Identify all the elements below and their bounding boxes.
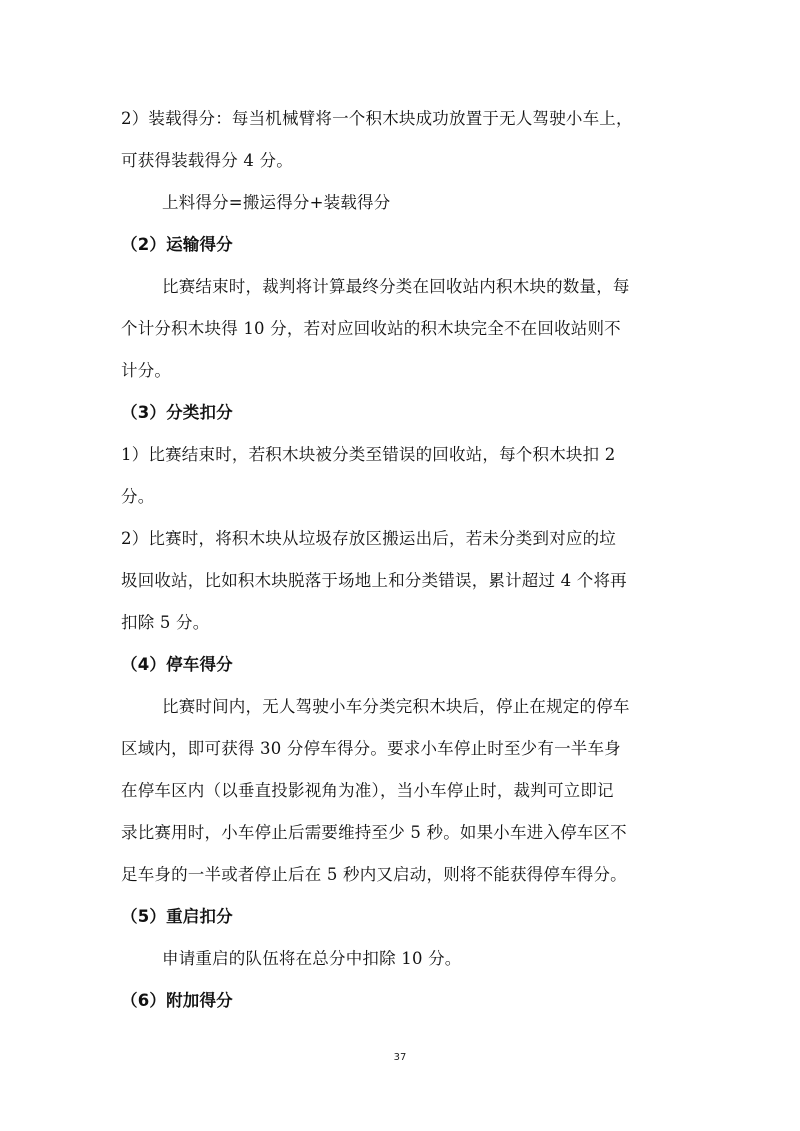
formula-line: 上料得分=搬运得分+装载得分 [162,193,391,212]
body-text-line: 1）比赛结束时，若积木块被分类至错误的回收站，每个积木块扣 2 [121,445,616,464]
body-text-line: 比赛时间内，无人驾驶小车分类完积木块后，停止在规定的停车 [162,697,630,716]
body-text-line: 2）比赛时，将积木块从垃圾存放区搬运出后，若未分类到对应的垃 [121,529,616,548]
section-heading: （4）停车得分 [121,655,233,674]
body-text-line: 足车身的一半或者停止后在 5 秒内又启动，则将不能获得停车得分。 [121,865,627,884]
body-text-line: 计分。 [121,361,172,380]
page-number: 37 [393,1052,407,1063]
section-heading: （5）重启扣分 [121,907,233,926]
body-text-line: 区域内，即可获得 30 分停车得分。要求小车停止时至少有一半车身 [121,739,621,758]
body-text-line: 个计分积木块得 10 分，若对应回收站的积木块完全不在回收站则不 [121,319,621,338]
body-text-line: 分。 [121,487,155,506]
section-heading: （6）附加得分 [121,991,233,1010]
body-text-line: 比赛结束时，裁判将计算最终分类在回收站内积木块的数量，每 [162,277,630,296]
section-heading: （3）分类扣分 [121,403,233,422]
section-heading: （2）运输得分 [121,235,233,254]
body-text-line: 扣除 5 分。 [121,613,210,632]
body-text-line: 申请重启的队伍将在总分中扣除 10 分。 [162,949,462,968]
body-text-line: 圾回收站，比如积木块脱落于场地上和分类错误，累计超过 4 个将再 [121,571,627,590]
body-text-line: 可获得装载得分 4 分。 [121,151,293,170]
body-text-line: 2）装载得分：每当机械臂将一个积木块成功放置于无人驾驶小车上， [121,109,633,128]
body-text-line: 录比赛用时，小车停止后需要维持至少 5 秒。如果小车进入停车区不 [121,823,627,842]
body-text-line: 在停车区内（以垂直投影视角为准），当小车停止时，裁判可立即记 [121,781,614,800]
